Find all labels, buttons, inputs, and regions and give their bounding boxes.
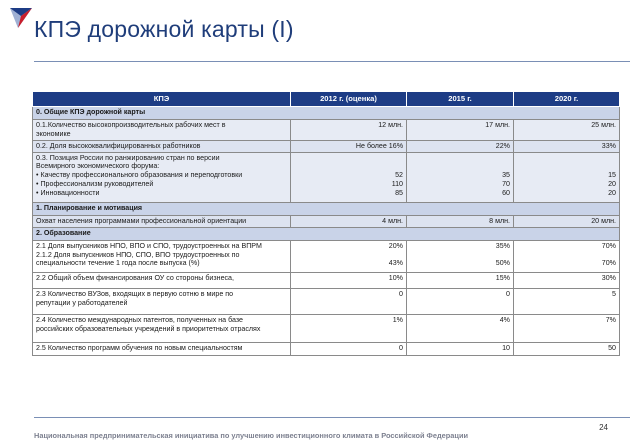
value-2012: 0 xyxy=(291,289,407,315)
value-2015: 17 млн. xyxy=(407,120,514,141)
kpi-label: 2.4 Количество международных патентов, полученных на базе российских образовательных учреждений в приоритетных отраслях xyxy=(33,314,291,342)
logo-icon xyxy=(8,6,34,30)
title-divider xyxy=(34,61,630,62)
table-row xyxy=(33,215,620,227)
table-row xyxy=(33,152,620,202)
kpi-label: 2.1 Доля выпускников НПО, ВПО и СПО, трудоустроенных на ВПРМ 2.1.2 Доля выпускников НПО, СПО, ВПО трудоустроенных по специальности течение 1 года после выпуска (%) xyxy=(33,240,291,273)
value-2020: 70% 70% xyxy=(514,240,620,273)
section-row xyxy=(33,202,620,215)
kpi-label: 2.2 Общий объем финансирования ОУ со стороны бизнеса, xyxy=(33,273,291,289)
kpi-label: 2.3 Количество ВУЗов, входящих в первую сотню в мире по репутации у работодателей xyxy=(33,289,291,315)
value-2020: 50 xyxy=(514,342,620,356)
kpi-label: 0.3. Позиция России по ранжированию стран по версии Всемирного экономического форума: • Качеству профессионального образования и переподготовки • Профессионализм руководителей • Инновационности xyxy=(33,152,291,202)
value-2012: 20% 43% xyxy=(291,240,407,273)
table-row xyxy=(33,273,620,289)
kpi-label: 0.1.Количество высокопроизводительных рабочих мест в экономике xyxy=(33,120,291,141)
value-2015: 10 xyxy=(407,342,514,356)
column-header-2015: 2015 г. xyxy=(407,92,514,107)
footer-divider xyxy=(34,417,630,418)
page-number: 24 xyxy=(599,423,608,432)
section-row xyxy=(33,227,620,240)
column-header-2020: 2020 г. xyxy=(514,92,620,107)
value-2015: 35 70 60 xyxy=(407,152,514,202)
value-2012: Не более 16% xyxy=(291,140,407,152)
table-header-row xyxy=(33,92,620,107)
table-row xyxy=(33,342,620,356)
kpi-table xyxy=(32,91,620,356)
column-header-2012: 2012 г. (оценка) xyxy=(291,92,407,107)
kpi-label: 0.2. Доля высококвалифицированных работников xyxy=(33,140,291,152)
value-2012: 4 млн. xyxy=(291,215,407,227)
value-2020: 25 млн. xyxy=(514,120,620,141)
value-2015: 35% 50% xyxy=(407,240,514,273)
value-2020: 5 xyxy=(514,289,620,315)
table-row xyxy=(33,289,620,315)
value-2015: 22% xyxy=(407,140,514,152)
value-2015: 15% xyxy=(407,273,514,289)
table-row xyxy=(33,314,620,342)
value-2015: 4% xyxy=(407,314,514,342)
value-2020: 30% xyxy=(514,273,620,289)
value-2020: 15 20 20 xyxy=(514,152,620,202)
value-2020: 7% xyxy=(514,314,620,342)
value-2020: 20 млн. xyxy=(514,215,620,227)
value-2012: 1% xyxy=(291,314,407,342)
section-label: 2. Образование xyxy=(33,227,620,240)
section-label: 1. Планирование и мотивация xyxy=(33,202,620,215)
table-row xyxy=(33,140,620,152)
value-2012: 52 110 85 xyxy=(291,152,407,202)
value-2015: 0 xyxy=(407,289,514,315)
column-header-kpi: КПЭ xyxy=(33,92,291,107)
section-label: 0. Общие КПЭ дорожной карты xyxy=(33,107,620,120)
section-row xyxy=(33,107,620,120)
table-row xyxy=(33,240,620,273)
table-row xyxy=(33,120,620,141)
value-2012: 12 млн. xyxy=(291,120,407,141)
kpi-label: Охват населения программами профессиональной ориентации xyxy=(33,215,291,227)
kpi-label: 2.5 Количество программ обучения по новым специальностям xyxy=(33,342,291,356)
value-2012: 10% xyxy=(291,273,407,289)
value-2015: 8 млн. xyxy=(407,215,514,227)
page-title: КПЭ дорожной карты (I) xyxy=(34,16,294,42)
value-2020: 33% xyxy=(514,140,620,152)
footer-text: Национальная предпринимательская инициатива по улучшению инвестиционного климата в Российской Федерации xyxy=(34,431,469,440)
value-2012: 0 xyxy=(291,342,407,356)
